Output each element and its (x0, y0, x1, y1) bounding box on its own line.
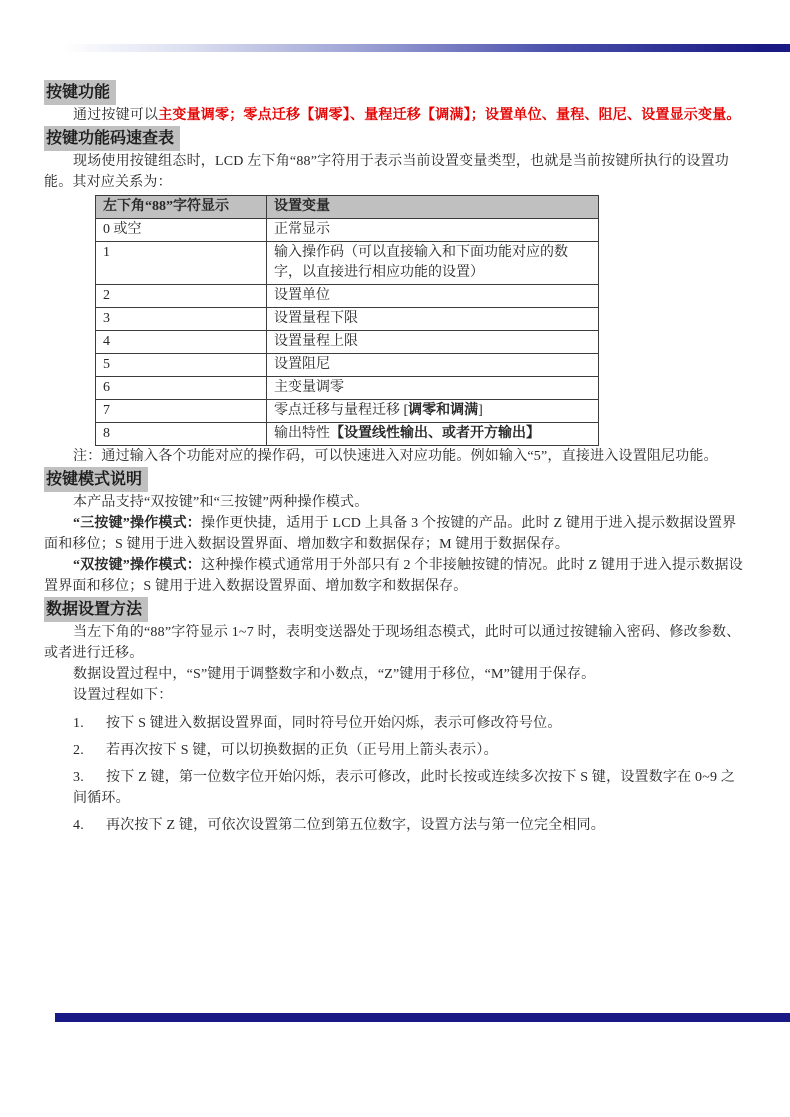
three-key-mode-paragraph (44, 513, 745, 555)
table-header-variable: 设置变量 (267, 196, 599, 219)
mode-name-bold: “三按键”操作模式： (73, 516, 201, 531)
code-cell: 2 (96, 285, 267, 308)
list-item (73, 740, 745, 761)
two-key-mode-paragraph (44, 555, 745, 597)
label-cell: 设置阻尼 (267, 354, 599, 377)
bottom-rule (55, 1013, 790, 1022)
step-text: 若再次按下 S 键，可以切换数据的正负（正号用上箭头表示）。 (106, 743, 498, 758)
label-cell: 设置单位 (267, 285, 599, 308)
table-row (96, 400, 599, 423)
data-setting-paragraph-2: 数据设置过程中，“S”键用于调整数字和小数点，“Z”键用于移位，“M”键用于保存。 (73, 667, 596, 682)
table-header-code: 左下角“88”字符显示 (96, 196, 267, 219)
section-heading-key-functions (44, 80, 745, 105)
section-heading-key-modes (44, 467, 745, 492)
mode-name-bold: “双按键”操作模式： (73, 558, 201, 573)
code-cell: 4 (96, 331, 267, 354)
table-row (96, 377, 599, 400)
section-heading-function-code-table (44, 126, 745, 151)
label-cell (267, 400, 599, 423)
table-row (96, 308, 599, 331)
label-bold: 调零和调满 (408, 403, 479, 418)
label-cell: 设置量程下限 (267, 308, 599, 331)
heading-label: 按键模式说明 (44, 467, 148, 492)
mode-description: 操作更快捷，适用于 LCD 上具备 3 个按键的产品。此时 Z 键用于进入提示数据设置界面和移位；S 键用于进入数据设置界面、增加数字和数据保存；M 键用于数据保存。 (44, 516, 737, 552)
label-plain: 零点迁移与量程迁移 [ (274, 403, 409, 418)
table-row (96, 354, 599, 377)
label-plain: ] (478, 403, 483, 418)
mode-description: 这种操作模式通常用于外部只有 2 个非接触按键的情况。此时 Z 键用于进入提示数据设置界面和移位；S 键用于进入数据设置界面、增加数字和数据保存。 (44, 558, 743, 594)
code-cell: 7 (96, 400, 267, 423)
label-cell: 设置量程上限 (267, 331, 599, 354)
step-number: 3. (73, 770, 84, 785)
code-cell: 8 (96, 423, 267, 446)
function-code-intro: 现场使用按键组态时，LCD 左下角“88”字符用于表示当前设置变量类型，也就是当前按键所执行的设置功能。其对应关系为： (44, 154, 729, 190)
step-number: 4. (73, 818, 84, 833)
table-row (96, 242, 599, 285)
section-heading-data-setting (44, 597, 745, 622)
table-row (96, 219, 599, 242)
code-cell: 5 (96, 354, 267, 377)
code-cell: 3 (96, 308, 267, 331)
setting-steps-list (73, 713, 745, 836)
data-setting-paragraph-3: 设置过程如下： (73, 688, 173, 703)
table-note: 注：通过输入各个功能对应的操作码，可以快速进入对应功能。例如输入“5”，直接进入设置阻尼功能。 (73, 449, 718, 464)
function-code-table (95, 195, 599, 446)
step-text: 按下 Z 键，第一位数字位开始闪烁，表示可修改，此时长按或连续多次按下 S 键，设置数字在 0~9 之间循环。 (73, 770, 736, 806)
step-number: 2. (73, 743, 84, 758)
intro-prefix: 通过按键可以 (73, 108, 159, 123)
list-item (73, 713, 745, 734)
label-cell: 输入操作码（可以直接输入和下面功能对应的数字，以直接进行相应功能的设置） (267, 242, 599, 285)
table-header-row (96, 196, 599, 219)
heading-label: 按键功能码速查表 (44, 126, 180, 151)
top-gradient-rule (55, 44, 790, 52)
key-functions-intro (44, 105, 745, 126)
list-item (73, 767, 745, 809)
label-cell: 正常显示 (267, 219, 599, 242)
step-text: 按下 S 键进入数据设置界面，同时符号位开始闪烁，表示可修改符号位。 (106, 716, 562, 731)
label-bold: 【设置线性输出、或者开方输出】 (330, 426, 540, 441)
step-text: 再次按下 Z 键，可依次设置第二位到第五位数字，设置方法与第一位完全相同。 (106, 818, 605, 833)
intro-emphasis: 主变量调零；零点迁移【调零】、量程迁移【调满】；设置单位、量程、阻尼、设置显示变量。 (158, 108, 741, 123)
label-plain: 输出特性 (274, 426, 330, 441)
code-cell: 1 (96, 242, 267, 285)
code-cell: 6 (96, 377, 267, 400)
key-modes-intro: 本产品支持“双按键”和“三按键”两种操作模式。 (73, 495, 369, 510)
table-row (96, 423, 599, 446)
data-setting-paragraph-1: 当左下角的“88”字符显示 1~7 时，表明变送器处于现场组态模式，此时可以通过按键输入密码、修改参数、或者进行迁移。 (44, 625, 741, 661)
list-item (73, 815, 745, 836)
heading-label: 数据设置方法 (44, 597, 148, 622)
code-cell: 0 或空 (96, 219, 267, 242)
heading-label: 按键功能 (44, 80, 116, 105)
table-row (96, 331, 599, 354)
label-cell: 主变量调零 (267, 377, 599, 400)
step-number: 1. (73, 716, 84, 731)
table-row (96, 285, 599, 308)
label-cell (267, 423, 599, 446)
